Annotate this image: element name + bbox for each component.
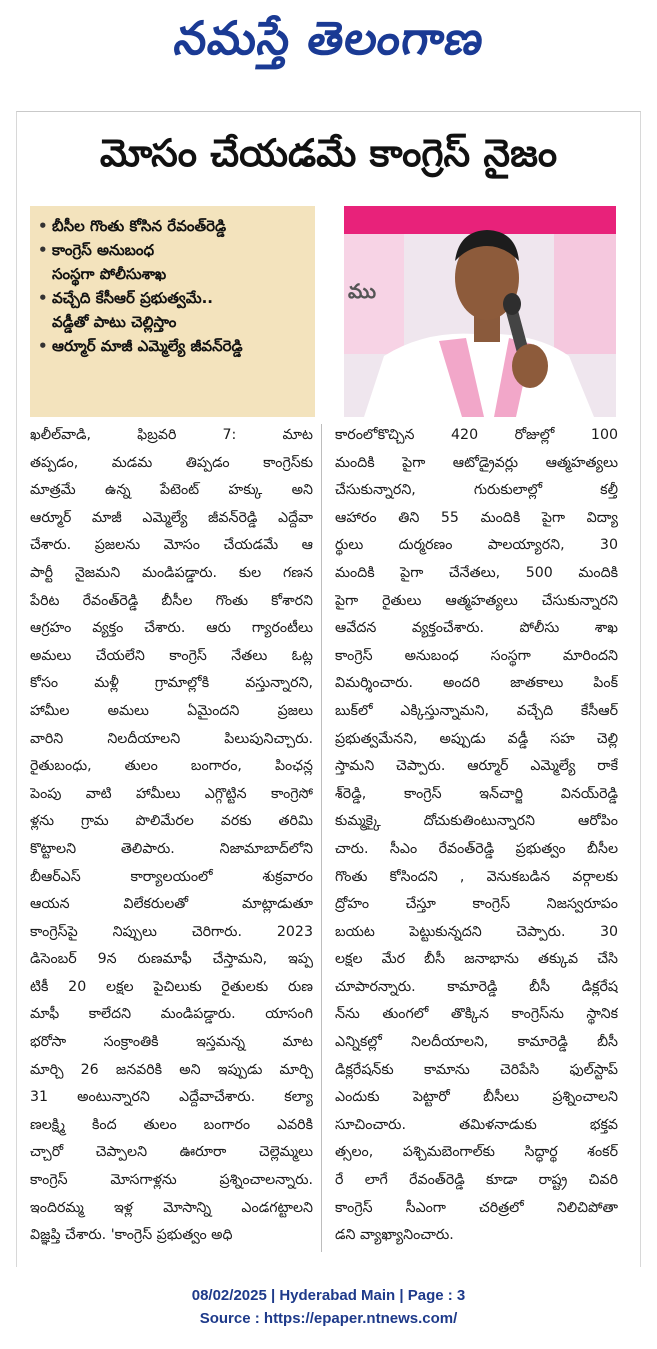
body-text-line: రైతుబంధు, తులం బంగారం, పింఛన్ల bbox=[30, 758, 313, 775]
body-text-line: పెంపు వాటి హామీలు ఎగ్గొట్టిన కాంగ్రెసో bbox=[30, 785, 313, 802]
article-headline bbox=[16, 118, 641, 198]
body-text-line: బయట పెట్టుకున్నదని చెప్పారు. 30 bbox=[335, 923, 618, 940]
body-text-line: కొట్టాలని తెలిపారు. నిజామాబాద్‌లోని bbox=[30, 840, 313, 857]
speaker-photo-image bbox=[344, 206, 616, 417]
highlights-box bbox=[30, 206, 315, 417]
body-column-left bbox=[30, 422, 313, 1260]
body-text-line: మందికి పైగా చేనేతలు, 500 మందికి bbox=[335, 564, 618, 581]
body-text-line: 31 అంటున్నారని ఎద్దేవాచేశారు. కల్యా bbox=[30, 1089, 313, 1106]
body-text-line: సూచించారు. తమిళనాడుకు భక్తవ bbox=[335, 1116, 618, 1133]
body-text-line: డని వ్యాఖ్యానించారు. bbox=[335, 1227, 454, 1244]
bullet-dot-icon: • bbox=[38, 217, 48, 235]
body-text-line: ప్రభుత్వమేనని, అప్పుడు వడ్డీ సహ చెల్లి bbox=[335, 730, 618, 747]
body-text-line: మాఫీ కాలేదని మండిపడ్డారు. యాసంగి bbox=[30, 1006, 313, 1023]
body-text-line: చారు. సీఎం రేవంత్‌రెడ్డి ప్రభుత్వం బీసీల bbox=[335, 840, 618, 857]
highlight-bullet bbox=[38, 334, 307, 358]
body-text-line: ఆహారం తిని 55 మందికి పైగా విద్యా bbox=[335, 509, 618, 526]
body-text-line: త్సలం, పశ్చిమబెంగాల్‌కు సిద్ధార్థ శంకర్ bbox=[335, 1144, 618, 1161]
body-text-line: మందికి పైగా ఆటోడ్రైవర్లు ఆత్మహత్యలు bbox=[335, 454, 618, 471]
body-text-line: ఎన్నికల్లో నిలదీయాలని, కామారెడ్డి బీసీ bbox=[335, 1034, 618, 1051]
body-text-line: కోసం మళ్లీ గ్రామాల్లోకి వస్తున్నారని, bbox=[30, 675, 313, 692]
svg-text:ము: ము bbox=[348, 279, 377, 303]
body-text-line: చేసుకున్నారని, గురుకులాల్లో కల్తీ bbox=[335, 482, 618, 499]
body-text-line: పార్టీ నైజమని మండిపడ్డారు. కుల గణన bbox=[30, 564, 313, 581]
body-text-line: ర్థులు దుర్మరణం పాలయ్యారని, 30 bbox=[335, 537, 618, 554]
body-text-line: రే లాగే రేవంత్‌రెడ్డి కూడా రాష్ట్ర చివరి bbox=[335, 1172, 618, 1189]
body-text-line: మార్చి 26 జనవరికి అని ఇప్పుడు మార్చి bbox=[30, 1061, 313, 1078]
column-divider bbox=[321, 424, 322, 1252]
highlight-bullet bbox=[38, 286, 307, 334]
highlight-bullet bbox=[38, 238, 307, 286]
body-text-line: మాత్రమే ఉన్న పేటెంట్ హక్కు అని bbox=[30, 482, 313, 499]
body-text-line: పైగా రైతులు ఆత్మహత్యలు చేసుకున్నారని bbox=[335, 592, 618, 609]
footer-source[interactable]: Source : https://epaper.ntnews.com/ bbox=[199, 1310, 458, 1327]
body-text-line: ణలక్ష్మి కింద తులం బంగారం ఎవరికి bbox=[30, 1116, 313, 1133]
body-text-line: ఆగ్రహం వ్యక్తం చేశారు. ఆరు గ్యారంటీలు bbox=[30, 620, 313, 637]
masthead-title: నమస్తే తెలంగాణ bbox=[170, 11, 488, 65]
body-text-line: విజ్ఞప్తి చేశారు. 'కాంగ్రెస్ ప్రభుత్వం అధి bbox=[30, 1227, 233, 1244]
body-text-line: హామీల అమలు ఏమైందని ప్రజలు bbox=[30, 702, 313, 719]
headline-text: మోసం చేయడమే కాంగ్రెస్ నైజం bbox=[99, 131, 558, 175]
body-text-line: ళ్లను గ్రామ పొలిమేరల వరకు తరిమి bbox=[30, 813, 313, 830]
body-text-line: ఎందుకు పెట్టారో బీసీలు ప్రశ్నించాలని bbox=[335, 1089, 618, 1106]
body-text-line: కాంగ్రెస్‌పై నిప్పులు చెరిగారు. 2023 bbox=[30, 923, 313, 940]
body-text-line: ఆవేదన వ్యక్తంచేశారు. పోలీసు శాఖ bbox=[335, 620, 618, 637]
bullet-dot-icon: • bbox=[38, 337, 48, 355]
body-text-line: ఖలీల్‌వాడి, ఫిబ్రవరి 7: మాట bbox=[30, 427, 313, 443]
body-column-right bbox=[335, 422, 618, 1260]
article-body bbox=[30, 422, 624, 1260]
body-text-line: టికీ 20 లక్షల పైచిలుకు రైతులకు రుణ bbox=[30, 978, 313, 995]
body-text-line: భరోసా సంక్రాంతికి ఇస్తమన్న మాట bbox=[30, 1034, 313, 1051]
body-text-line: ద్రోహం చేస్తూ కాంగ్రెస్ నిజస్వరూపం bbox=[335, 896, 618, 913]
body-text-line: ఆర్మూర్ మాజీ ఎమ్మెల్యే జీవన్‌రెడ్డి ఎద్దేవా bbox=[30, 509, 313, 526]
body-text-line: కుమ్మక్కై దోచుకుతింటున్నారని ఆరోపిం bbox=[335, 813, 618, 830]
body-text-line: న్‌ను తుంగలో తొక్కిన కాంగ్రెస్‌ను స్థానిక bbox=[335, 1006, 618, 1023]
body-text-line: అమలు చేయలేని కాంగ్రెస్ నేతలు ఓట్ల bbox=[30, 647, 313, 664]
newspaper-masthead bbox=[0, 4, 657, 84]
bullet-dot-icon: • bbox=[38, 289, 48, 307]
highlight-bullet bbox=[38, 214, 307, 238]
body-text-line: కాంగ్రెస్ మోసగాళ్లను ప్రశ్నించాలన్నారు. bbox=[30, 1172, 313, 1189]
footer-edition-info: 08/02/2025 | Hyderabad Main | Page : 3 bbox=[191, 1287, 466, 1304]
body-text-line: కాంగ్రెస్ అనుబంధ సంస్థగా మారిందని bbox=[335, 647, 618, 664]
body-text-line: తప్పడం, మడమ తిప్పడం కాంగ్రెస్‌కు bbox=[30, 454, 313, 471]
body-text-line: చూపారన్నారు. కామారెడ్డి బీసీ డిక్లరేష bbox=[335, 978, 618, 995]
body-text-line: విమర్శించారు. అందరి జాతకాలు పింక్ bbox=[335, 675, 618, 692]
body-text-line: చేశారు. ప్రజలను మోసం చేయడమే ఆ bbox=[30, 537, 313, 554]
body-text-line: ఇందిరమ్మ ఇళ్ల మోసాన్ని ఎండగట్టాలని bbox=[30, 1199, 313, 1216]
photo-backdrop-banner bbox=[344, 206, 616, 234]
body-text-line: డిసెంబర్ 9న రుణమాఫీ చేస్తామని, ఇప్ప bbox=[30, 951, 313, 968]
highlight-text: బీసీల గొంతు కోసిన రేవంత్‌రెడ్డి bbox=[52, 217, 227, 235]
body-text-line: డిక్లరేషన్‌కు కామాను చెరిపేసి ఫుల్‌స్టాప్ bbox=[335, 1061, 618, 1078]
body-text-line: వారిని నిలదీయాలని పిలుపునిచ్చారు. bbox=[30, 730, 313, 747]
body-text-line: పేరిట రేవంత్‌రెడ్డి బీసీల గొంతు కోశారని bbox=[30, 592, 313, 609]
body-text-line: కారంలోకొచ్చిన 420 రోజుల్లో 100 bbox=[335, 427, 618, 443]
body-text-line: స్తామని చెప్పారు. ఆర్మూర్ ఎమ్మెల్యే రాకే bbox=[335, 758, 618, 775]
article-photo bbox=[344, 206, 616, 417]
body-text-line: ఆయన విలేకరులతో మాట్లాడుతూ bbox=[30, 896, 313, 913]
highlight-text: వచ్చేది కేసీఆర్ ప్రభుత్వమే.. bbox=[52, 289, 213, 307]
body-text-line: కాంగ్రెస్ సీఎంగా చరిత్రలో నిలిచిపోతా bbox=[335, 1199, 618, 1216]
body-text-line: లక్షల మేర బీసీ జనాభాను తక్కువ చేసి bbox=[335, 951, 618, 968]
highlight-text: సంస్థగా పోలీసుశాఖ bbox=[52, 265, 167, 283]
bullet-dot-icon: • bbox=[38, 241, 48, 259]
body-text-line: శ్‌రెడ్డి, కాంగ్రెస్ ఇన్‌చార్జి వినయ్‌రెడ్డి bbox=[335, 785, 618, 802]
highlight-text: వడ్డీతో పాటు చెల్లిస్తాం bbox=[52, 313, 177, 331]
body-text-line: చ్చారో చెప్పాలని ఊరూరా చెల్లెమ్మలు bbox=[30, 1144, 313, 1161]
body-text-line: గొంతు కోసిందని , వెనుకబడిన వర్గాలకు bbox=[335, 868, 618, 885]
highlight-text: కాంగ్రెస్ అనుబంధ bbox=[52, 241, 155, 259]
highlight-text: ఆర్మూర్ మాజీ ఎమ్మెల్యే జీవన్‌రెడ్డి bbox=[52, 337, 243, 355]
body-text-line: బుక్‌లో ఎక్కిస్తున్నామని, వచ్చేది కేసీఆర్ bbox=[335, 702, 618, 719]
body-text-line: బీఆర్‌ఎస్ కార్యాలయంలో శుక్రవారం bbox=[30, 868, 313, 885]
